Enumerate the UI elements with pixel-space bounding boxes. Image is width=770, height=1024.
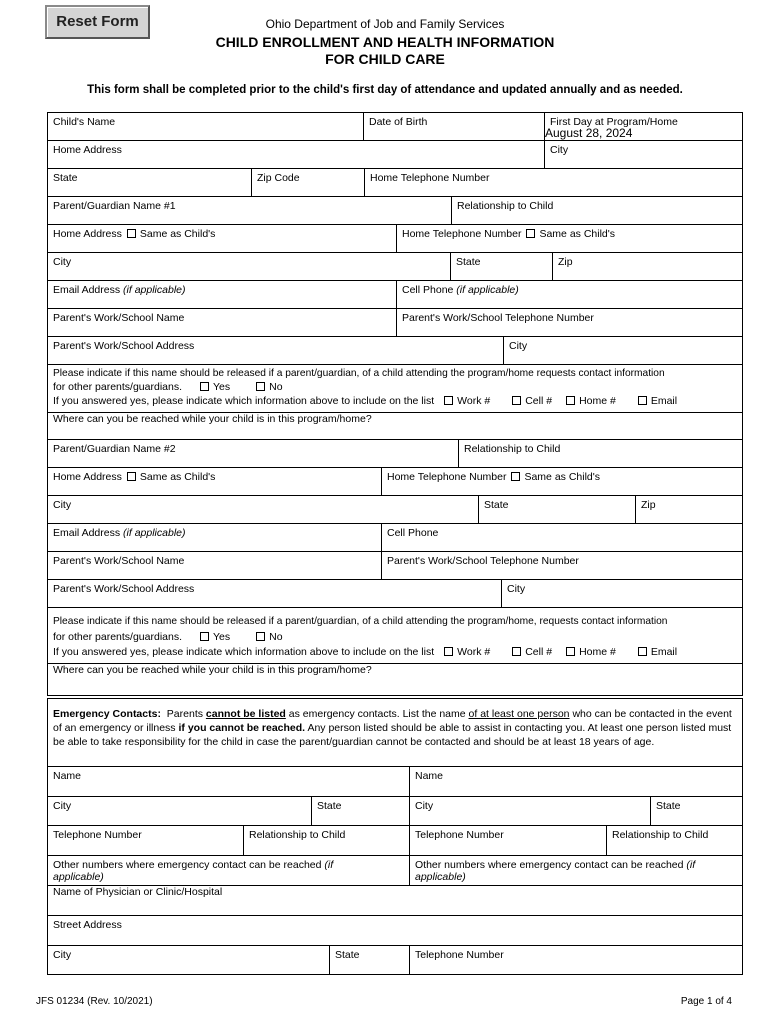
parent2-reach-label: Where can you be reached while your child is in this program/home? [53, 664, 372, 676]
parent1-home-checkbox[interactable] [566, 396, 575, 405]
physician-phone-label: Telephone Number [415, 949, 504, 961]
parent1-row-release [48, 365, 742, 413]
parent2-no-checkbox[interactable] [256, 632, 265, 641]
child-row-name [48, 113, 742, 141]
parent1-home-phone-group [402, 228, 615, 240]
contact2-other-label: Other numbers where emergency contact can be reached [415, 859, 684, 871]
emergency-text-6: in the event of an emergency or illness [53, 708, 732, 734]
parent1-work-city-field[interactable] [503, 337, 742, 364]
parent1-work-address-field[interactable] [48, 337, 503, 364]
emergency-text-7: if you cannot be reached. [178, 722, 306, 734]
parent1-cell-group [402, 284, 519, 296]
physician-state-label: State [335, 949, 360, 961]
parent2-yes-checkbox[interactable] [200, 632, 209, 641]
emergency-text-1: Parents [166, 708, 203, 720]
agency-name: Ohio Department of Job and Family Services [265, 17, 505, 31]
parent1-work-name-field[interactable] [48, 309, 396, 336]
physician-row-name[interactable] [48, 886, 742, 916]
parent2-email-group [53, 527, 186, 539]
parent2-relationship-field[interactable] [458, 440, 742, 467]
emergency-row-name [48, 767, 742, 797]
parent1-email-checkbox[interactable] [638, 396, 647, 405]
emergency-text-10: 18 years of age. [578, 736, 655, 748]
parent1-row-city [48, 253, 742, 281]
parent1-work-phone-label: Parent's Work/School Telephone Number [402, 312, 594, 324]
parent2-work-phone-field[interactable] [381, 552, 742, 579]
contact1-relationship-field[interactable] [243, 826, 409, 855]
parent1-cell-label: Cell Phone [402, 284, 454, 296]
child-first-day-field[interactable] [544, 113, 742, 140]
contact1-state-label: State [317, 800, 342, 812]
parent1-email-opt-label: Email [650, 395, 678, 407]
emergency-text-4: of at least one person [468, 708, 570, 720]
parent2-work-checkbox[interactable] [444, 647, 453, 656]
child-first-day-value: August 28, 2024 [545, 126, 633, 140]
parent2-cell-opt-label: Cell # [525, 646, 553, 658]
contact2-relationship-field[interactable] [606, 826, 742, 855]
parent2-email-field[interactable] [48, 524, 381, 551]
parent1-include-label: If you answered yes, please indicate which information above to include on the list [53, 395, 435, 407]
parent2-email-label: Email Address [53, 527, 121, 539]
child-name-label: Child's Name [53, 116, 116, 128]
form-title-line2: FOR CHILD CARE [325, 51, 445, 67]
parent1-state-field[interactable] [450, 253, 552, 280]
page-number: Page 1 of 4 [680, 996, 732, 1007]
parent2-home-phone-label: Home Telephone Number [387, 471, 507, 483]
parent1-home-address-field[interactable] [48, 225, 396, 252]
physician-row-city [48, 946, 742, 974]
child-state-field[interactable] [48, 169, 251, 196]
parent2-row-name [48, 440, 742, 468]
emergency-text-9: one person listed must be able to take responsibility for the child in case the parent/guardian cannot be contacted and should be at least [53, 722, 732, 748]
parent1-name-field[interactable] [48, 197, 451, 224]
parent2-work-name-label: Parent's Work/School Name [53, 555, 185, 567]
child-first-day-label: First Day at Program/Home [550, 116, 678, 128]
form-title-line1: CHILD ENROLLMENT AND HEALTH INFORMATION [215, 34, 555, 50]
parent1-phone-same-checkbox[interactable] [526, 229, 535, 238]
child-home-address-field[interactable] [48, 141, 544, 168]
parent1-row-address [48, 225, 742, 253]
contact1-state-field[interactable] [311, 797, 409, 825]
physician-street-label: Street Address [53, 919, 122, 931]
contact1-other-group [53, 859, 333, 883]
parent2-zip-field[interactable] [635, 496, 742, 523]
parent2-city-field[interactable] [48, 496, 478, 523]
child-row-state [48, 169, 742, 197]
parent2-home-address-label: Home Address [53, 471, 122, 483]
contact2-other-group [415, 859, 695, 883]
parent2-phone-same-label: Same as Child's [524, 471, 601, 483]
parent1-relationship-label: Relationship to Child [457, 200, 554, 212]
parent2-home-phone-field[interactable] [381, 468, 742, 495]
parent1-address-same-checkbox[interactable] [127, 229, 136, 238]
contact1-name-label: Name [53, 770, 82, 782]
child-zip-field[interactable] [251, 169, 364, 196]
parent2-yes-label: Yes [213, 631, 231, 643]
parent1-zip-field[interactable] [552, 253, 742, 280]
parent1-name-label: Parent/Guardian Name #1 [53, 200, 176, 212]
contact1-other-note-b: applicable) [53, 871, 104, 883]
emergency-instructions [48, 699, 742, 767]
parent2-row-city [48, 496, 742, 524]
parent2-section [47, 439, 743, 696]
contact2-city-field[interactable] [409, 797, 650, 825]
parent2-home-opt-label: Home # [579, 646, 616, 658]
parent2-home-address-group [53, 471, 215, 483]
parent2-work-name-field[interactable] [48, 552, 381, 579]
parent2-city-label: City [53, 499, 72, 511]
parent1-release-line2: for other parents/guardians. [53, 381, 182, 393]
parent1-home-address-group [53, 228, 215, 240]
child-state-label: State [53, 172, 78, 184]
parent2-state-label: State [484, 499, 509, 511]
physician-phone-field[interactable] [409, 946, 742, 974]
parent2-work-address-label: Parent's Work/School Address [53, 583, 195, 595]
contact1-other-field[interactable] [48, 856, 409, 885]
parent1-work-address-label: Parent's Work/School Address [53, 340, 195, 352]
parent2-include-label: If you answered yes, please indicate which information above to include on the list [53, 646, 435, 658]
contact1-city-label: City [53, 800, 72, 812]
contact2-name-field[interactable] [409, 767, 742, 796]
parent2-release-options [53, 630, 283, 644]
parent2-home-checkbox[interactable] [566, 647, 575, 656]
parent2-zip-label: Zip [641, 499, 656, 511]
parent1-work-checkbox[interactable] [444, 396, 453, 405]
emergency-row-phone [48, 826, 742, 856]
child-zip-label: Zip Code [257, 172, 300, 184]
parent2-address-same-label: Same as Child's [139, 471, 216, 483]
emergency-paragraph [53, 707, 736, 749]
emergency-row-city [48, 797, 742, 826]
physician-city-label: City [53, 949, 72, 961]
parent2-work-city-label: City [507, 583, 526, 595]
contact1-other-label: Other numbers where emergency contact can be reached [53, 859, 322, 871]
parent1-row-work [48, 309, 742, 337]
physician-name-label: Name of Physician or Clinic/Hospital [53, 886, 223, 898]
parent2-row-address [48, 468, 742, 496]
child-row-address [48, 141, 742, 169]
emergency-section [47, 698, 743, 975]
parent1-home-opt-label: Home # [579, 395, 616, 407]
emergency-text-2: cannot be listed [205, 708, 286, 720]
parent1-work-name-label: Parent's Work/School Name [53, 312, 185, 324]
child-home-phone-field[interactable] [364, 169, 742, 196]
parent1-email-field[interactable] [48, 281, 396, 308]
parent1-city-label: City [53, 256, 72, 268]
parent2-cell-label: Cell Phone [387, 527, 439, 539]
parent1-work-opt-label: Work # [457, 395, 491, 407]
parent1-no-label: No [269, 381, 283, 393]
parent1-include-line [53, 394, 677, 408]
child-name-field[interactable] [48, 113, 363, 140]
parent2-row-work-address [48, 580, 742, 608]
parent2-home-address-field[interactable] [48, 468, 381, 495]
contact2-name-label: Name [415, 770, 444, 782]
child-home-phone-label: Home Telephone Number [370, 172, 490, 184]
child-home-address-label: Home Address [53, 144, 122, 156]
parent1-work-city-label: City [509, 340, 528, 352]
parent1-phone-same-label: Same as Child's [539, 228, 616, 240]
parent2-work-phone-label: Parent's Work/School Telephone Number [387, 555, 579, 567]
parent1-cell-opt-label: Cell # [525, 395, 553, 407]
parent2-work-address-field[interactable] [48, 580, 501, 607]
parent2-phone-same-checkbox[interactable] [511, 472, 520, 481]
contact1-phone-label: Telephone Number [53, 829, 142, 841]
contact2-phone-field[interactable] [409, 826, 606, 855]
emergency-text-5: who can be contacted [572, 708, 675, 720]
contact2-other-note-a: (if [686, 859, 696, 871]
parent2-name-field[interactable] [48, 440, 458, 467]
form-instructions: This form shall be completed prior to the child's first day of attendance and updated annually and as needed. [87, 84, 683, 96]
parent2-row-reach[interactable] [48, 664, 742, 697]
parent2-row-email [48, 524, 742, 552]
parent1-relationship-field[interactable] [451, 197, 742, 224]
physician-row-street[interactable] [48, 916, 742, 946]
parent2-no-label: No [269, 631, 283, 643]
parent2-row-work [48, 552, 742, 580]
parent1-row-reach[interactable] [48, 413, 742, 441]
parent2-work-city-field[interactable] [501, 580, 742, 607]
parent2-relationship-label: Relationship to Child [464, 443, 561, 455]
parent1-home-address-label: Home Address [53, 228, 122, 240]
parent1-zip-label: Zip [558, 256, 573, 268]
child-parent1-section [47, 112, 743, 440]
parent1-city-field[interactable] [48, 253, 450, 280]
parent2-include-line [53, 645, 677, 659]
emergency-text-8: Any person listed should be able to assist in contacting you. At least [307, 722, 623, 734]
contact1-relationship-label: Relationship to Child [249, 829, 346, 841]
parent1-row-work-address [48, 337, 742, 365]
parent1-work-phone-field[interactable] [396, 309, 742, 336]
parent1-state-label: State [456, 256, 481, 268]
contact2-state-label: State [656, 800, 681, 812]
contact2-relationship-label: Relationship to Child [612, 829, 709, 841]
parent1-yes-checkbox[interactable] [200, 382, 209, 391]
parent1-no-checkbox[interactable] [256, 382, 265, 391]
parent2-cell-field[interactable] [381, 524, 742, 551]
contact2-city-label: City [415, 800, 434, 812]
parent1-email-note: (if applicable) [123, 284, 186, 296]
physician-state-field[interactable] [329, 946, 409, 974]
parent1-address-same-label: Same as Child's [139, 228, 216, 240]
parent2-work-opt-label: Work # [457, 646, 491, 658]
contact1-phone-field[interactable] [48, 826, 243, 855]
parent2-home-phone-group [387, 471, 600, 483]
parent2-release-line2: for other parents/guardians. [53, 631, 182, 643]
emergency-row-other [48, 856, 742, 886]
parent1-email-label: Email Address [53, 284, 121, 296]
parent2-name-label: Parent/Guardian Name #2 [53, 443, 176, 455]
parent1-row-email [48, 281, 742, 309]
parent1-email-group [53, 284, 186, 296]
parent2-email-note: (if applicable) [123, 527, 186, 539]
emergency-heading: Emergency Contacts: [53, 708, 161, 720]
contact2-other-field[interactable] [409, 856, 742, 885]
child-city-label: City [550, 144, 569, 156]
parent1-yes-label: Yes [213, 381, 231, 393]
contact1-other-note-a: (if [324, 859, 334, 871]
parent2-address-same-checkbox[interactable] [127, 472, 136, 481]
physician-city-field[interactable] [48, 946, 329, 974]
parent1-cell-checkbox[interactable] [512, 396, 521, 405]
form-id: JFS 01234 (Rev. 10/2021) [36, 996, 153, 1007]
child-dob-label: Date of Birth [369, 116, 428, 128]
parent2-state-field[interactable] [478, 496, 635, 523]
reset-form-button[interactable]: Reset Form [45, 5, 150, 39]
parent2-email-opt-label: Email [650, 646, 678, 658]
child-city-field[interactable] [544, 141, 742, 168]
parent1-home-phone-field[interactable] [396, 225, 742, 252]
child-dob-field[interactable] [363, 113, 544, 140]
contact2-state-field[interactable] [650, 797, 742, 825]
parent1-cell-note: (if applicable) [456, 284, 519, 296]
contact2-other-note-b: applicable) [415, 871, 466, 883]
contact2-phone-label: Telephone Number [415, 829, 504, 841]
parent1-reach-label: Where can you be reached while your child is in this program/home? [53, 413, 372, 425]
parent1-cell-field[interactable] [396, 281, 742, 308]
emergency-text-3: as emergency contacts. List the name [288, 708, 466, 720]
parent2-cell-checkbox[interactable] [512, 647, 521, 656]
parent1-release-options [53, 380, 283, 394]
parent1-release-text: Please indicate if this name should be released if a parent/guardian, of a child attending the program/home requests contact information [53, 368, 665, 379]
contact1-name-field[interactable] [48, 767, 409, 796]
parent2-row-release [48, 608, 742, 664]
contact1-city-field[interactable] [48, 797, 311, 825]
parent1-row-name [48, 197, 742, 225]
parent1-home-phone-label: Home Telephone Number [402, 228, 522, 240]
parent2-email-checkbox[interactable] [638, 647, 647, 656]
parent2-release-text: Please indicate if this name should be released if a parent/guardian, of a child attending the program/home, requests contact information [53, 616, 668, 627]
